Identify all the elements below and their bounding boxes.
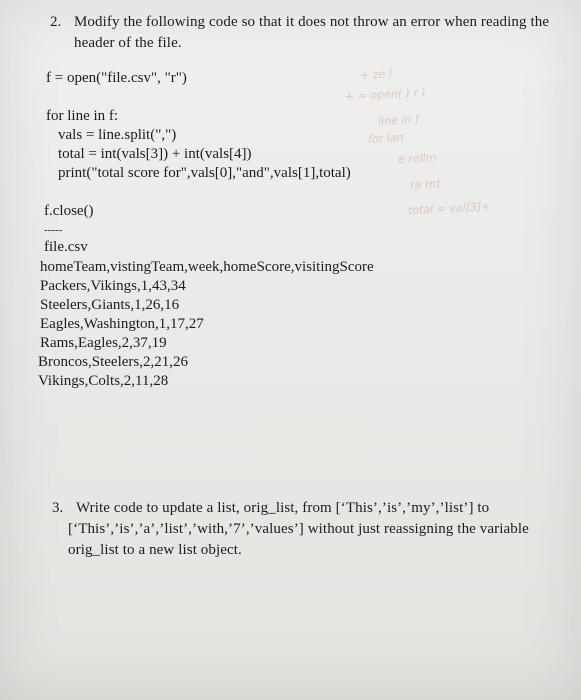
question-2-number: 2.: [50, 14, 62, 30]
csv-row: Steelers,Giants,1,26,16: [40, 297, 180, 313]
question-3-text-line-2: [‘This’,’is’,’a’,’list’,’with,’7’,’values’] without just reassigning the variable: [68, 521, 529, 537]
code-print-line: print("total score for",vals[0],"and",vals[1],total): [58, 165, 351, 181]
csv-row: Eagles,Washington,1,17,27: [40, 316, 204, 332]
bleed-through-mark: total = val[3]+: [407, 199, 491, 218]
question-3-number: 3.: [52, 500, 64, 516]
question-2-text-line-2: header of the file.: [74, 35, 182, 51]
question-2-text-line-1: Modify the following code so that it does not throw an error when reading the: [74, 14, 550, 30]
csv-row: homeTeam,vistingTeam,week,homeScore,visitingScore: [40, 259, 374, 275]
bleed-through-mark: for lan: [367, 131, 404, 146]
question-3-text-line-1: Write code to update a list, orig_list, from [‘This’,’is’,’my’,’list’] to: [76, 500, 490, 516]
code-total-line: total = int(vals[3]) + int(vals[4]): [58, 146, 252, 162]
bleed-through-mark: line in f: [377, 112, 420, 129]
csv-row: Rams,Eagles,2,37,19: [40, 335, 167, 351]
code-for-line: for line in f:: [46, 108, 119, 124]
csv-row: Vikings,Colts,2,11,28: [38, 373, 169, 389]
csv-row: Broncos,Steelers,2,21,26: [38, 354, 188, 370]
csv-row: Packers,Vikings,1,43,34: [40, 278, 186, 294]
code-separator: -----: [44, 224, 63, 236]
bleed-through-mark: + = open( ) r ): [344, 85, 427, 104]
bleed-through-mark: e rellm: [397, 151, 437, 166]
csv-filename: file.csv: [44, 239, 88, 255]
bleed-through-mark: + ze l: [359, 67, 393, 82]
code-vals-line: vals = line.split(","): [58, 127, 177, 143]
code-close-line: f.close(): [44, 203, 94, 219]
question-3-text-line-3: orig_list to a new list object.: [68, 542, 242, 558]
code-open-line: f = open("file.csv", "r"): [46, 70, 187, 86]
bleed-through-mark: ra rnt: [409, 177, 441, 192]
